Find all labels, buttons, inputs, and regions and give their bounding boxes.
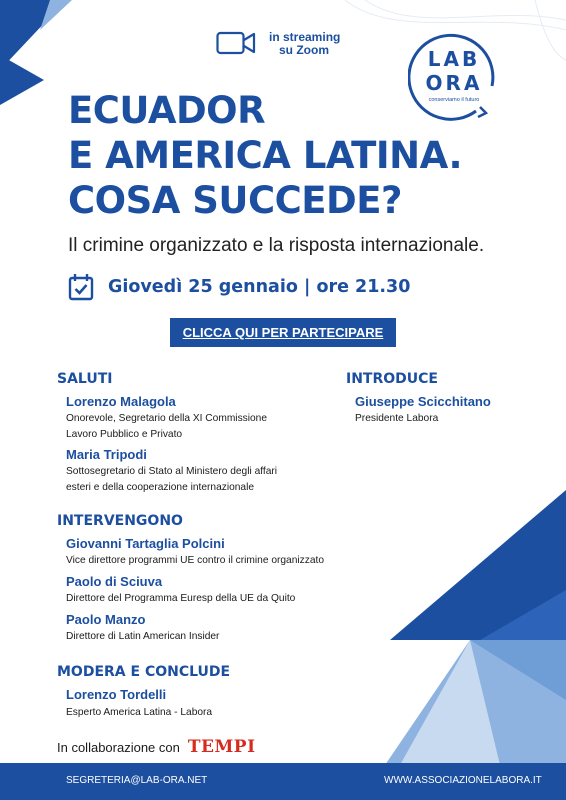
- event-date: Giovedì 25 gennaio | ore 21.30: [108, 277, 411, 297]
- speaker-role: Lavoro Pubblico e Privato: [66, 429, 183, 440]
- speaker-role: Esperto America Latina - Labora: [66, 707, 213, 718]
- event-date-row: [68, 273, 410, 301]
- speaker-name: Lorenzo Tordelli: [66, 687, 167, 702]
- speaker-name: Maria Tripodi: [66, 447, 147, 462]
- speaker-name: Giovanni Tartaglia Polcini: [66, 536, 225, 551]
- event-subtitle: Il crimine organizzato e la risposta internazionale.: [68, 235, 485, 256]
- speaker-role: Direttore del Programma Euresp della UE da Quito: [66, 593, 296, 604]
- participate-button[interactable]: CLICCA QUI PER PARTECIPARE: [170, 318, 396, 347]
- logo-word-lab: LAB: [427, 47, 481, 71]
- footer-email-link[interactable]: SEGRETERIA@LAB-ORA.NET: [66, 775, 208, 786]
- speaker-name: Lorenzo Malagola: [66, 394, 176, 409]
- event-title: [68, 88, 462, 223]
- streaming-line-2: su Zoom: [279, 43, 329, 57]
- introduce-heading: INTRODUCE: [346, 371, 438, 387]
- speaker-name: Giuseppe Scicchitano: [355, 394, 491, 409]
- speaker-name: Paolo di Sciuva: [66, 574, 163, 589]
- modera-heading: MODERA E CONCLUDE: [57, 664, 231, 680]
- speaker-role: esteri e della cooperazione internazionale: [66, 482, 255, 493]
- logo-word-ora: ORA: [425, 71, 483, 95]
- title-line-1: ECUADOR: [68, 89, 266, 132]
- streaming-line-1: in streaming: [269, 30, 341, 44]
- speaker-role: Direttore di Latin American Insider: [66, 631, 220, 642]
- video-camera-icon: [216, 31, 256, 55]
- speaker-role: Onorevole, Segretario della XI Commissione: [66, 413, 268, 424]
- saluti-heading: SALUTI: [57, 371, 113, 387]
- speaker-role: Sottosegretario di Stato al Ministero degli affari: [66, 466, 278, 477]
- footer-website-link[interactable]: WWW.ASSOCIAZIONELABORA.IT: [384, 775, 542, 786]
- title-line-3: COSA SUCCEDE?: [68, 179, 402, 222]
- collaboration-label: In collaborazione con: [57, 739, 180, 755]
- tempi-logo: TEMPI: [187, 737, 256, 757]
- footer-bar: [0, 763, 566, 800]
- title-line-2: E AMERICA LATINA.: [68, 134, 463, 177]
- logo-tagline: conserviamo il futuro: [428, 97, 480, 103]
- speaker-role: Vice direttore programmi UE contro il crimine organizzato: [66, 555, 324, 566]
- speaker-name: Paolo Manzo: [66, 612, 146, 627]
- speaker-role: Presidente Labora: [355, 413, 439, 424]
- collaboration-row: [57, 737, 256, 757]
- calendar-check-icon: [68, 273, 94, 301]
- streaming-label: [269, 31, 340, 57]
- intervengono-heading: INTERVENGONO: [57, 513, 183, 529]
